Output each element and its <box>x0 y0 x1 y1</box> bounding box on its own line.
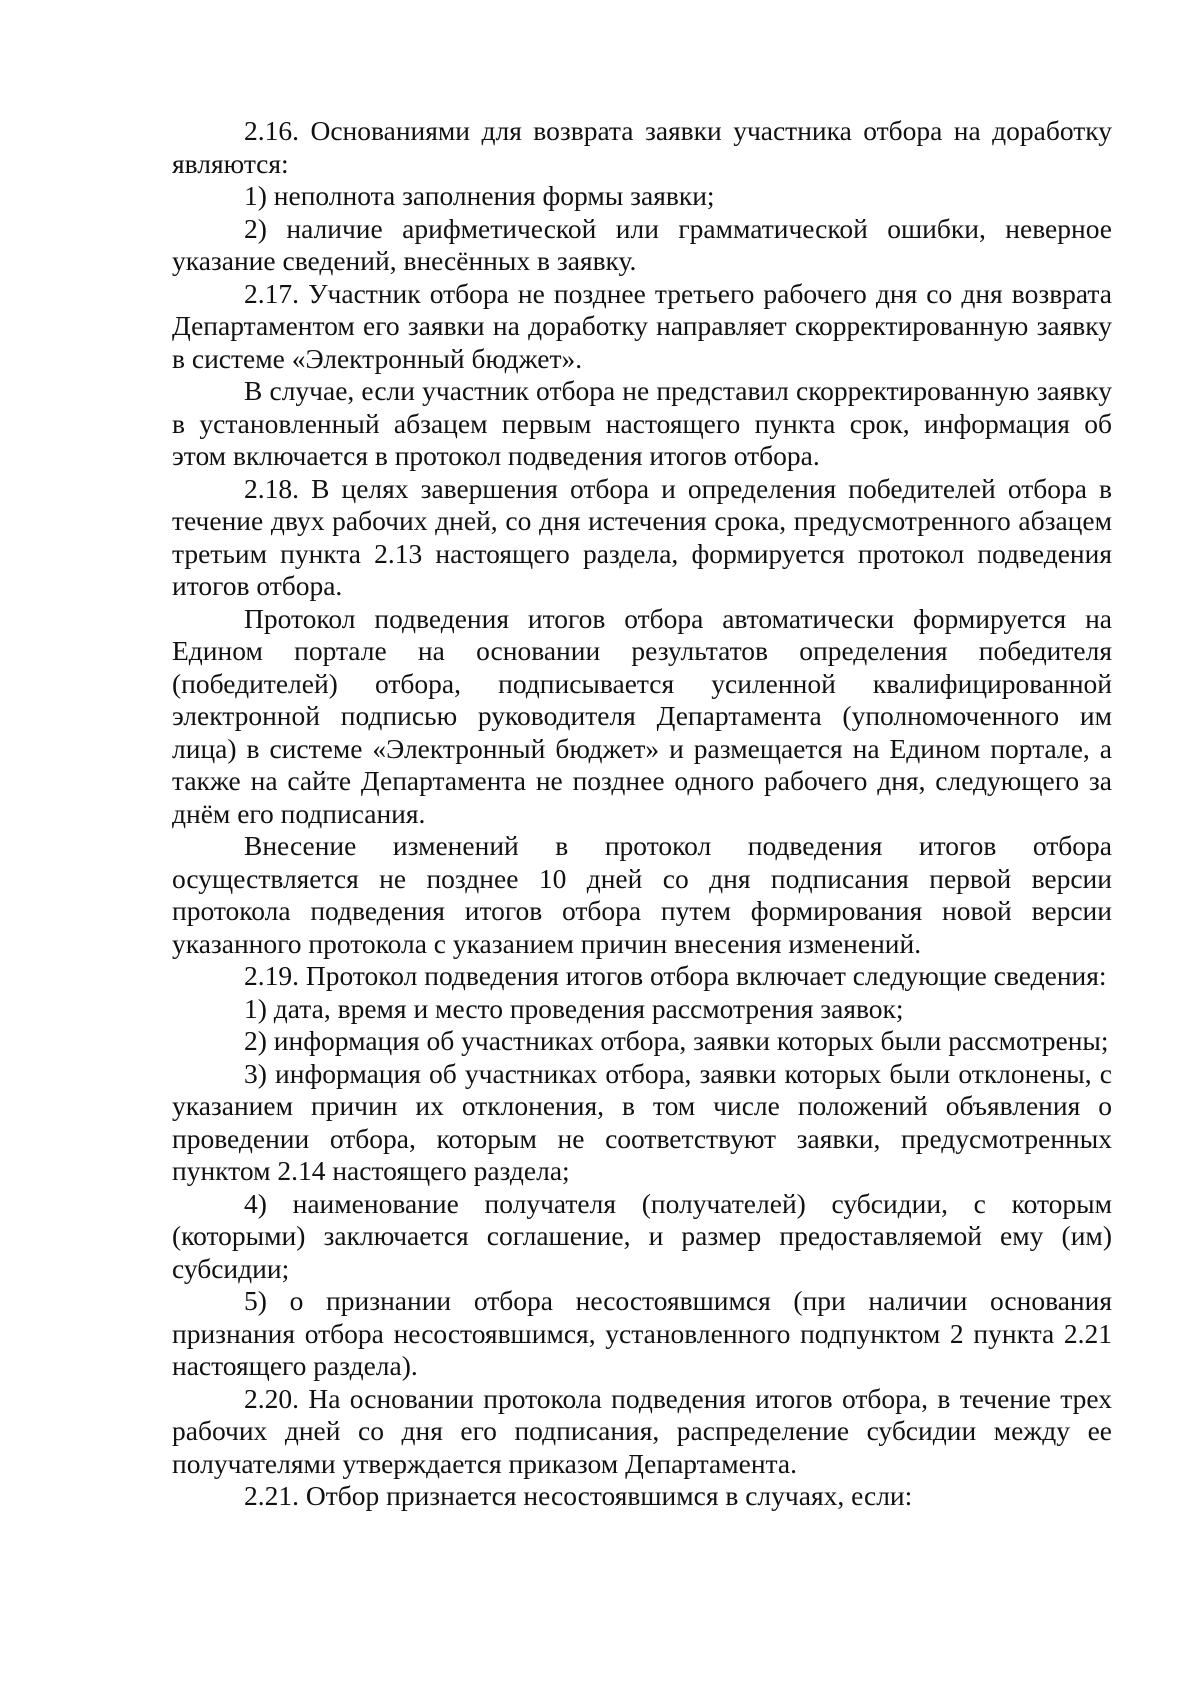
document-page <box>172 115 1112 1513</box>
paragraph-2-21: 2.21. Отбор признается несостоявшимся в случаях, если: <box>244 1480 913 1511</box>
paragraph-2-17: 2.17. Участник отбора не позднее третьего рабочего дня со дня возврата Департаментом его заявки на доработку направляет скорректированную заявку в системе «Электронный бюджет». <box>172 277 1112 374</box>
paragraph-2-17-case: В случае, если участник отбора не представил скорректированную заявку в установленный абзацем первым настоящего пункта срок, информация об этом включается в протокол подведения итогов отбора. <box>172 375 1112 471</box>
paragraph-2-20: 2.20. На основании протокола подведения итогов отбора, в течение трех рабочих дней со дня его подписания, распределение субсидии между ее получателями утверждается приказом Департамента. <box>172 1382 1112 1479</box>
paragraph-2-16: 2.16. Основаниями для возврата заявки участника отбора на доработку являются: <box>172 115 1112 179</box>
paragraph-2-19-item-1: 1) дата, время и место проведения рассмотрения заявок; <box>244 992 904 1024</box>
paragraph-2-16-item-1: 1) неполнота заполнения формы заявки; <box>244 180 715 211</box>
paragraph-2-18-protocol: Протокол подведения итогов отбора автоматически формируется на Едином портале на основании результатов определения победителя (победителей) отбора, подписывается усиленной квалифицированной электронной подписью руководителя Департамента (уполномоченного им лица) в системе «Электронный бюджет» и размещается на Едином портале, а также на сайте Департамента не позднее одного рабочего дня, следующего за днём его подписания. <box>172 602 1112 829</box>
paragraph-2-19-item-2: 2) информация об участниках отбора, заявки которых были рассмотрены; <box>244 1025 1109 1056</box>
paragraph-2-19-item-5: 5) о признании отбора несостоявшимся (при наличии основания признания отбора несостоявшимся, установленного подпунктом 2 пункта 2.21 настоящего раздела). <box>172 1285 1112 1381</box>
paragraph-2-19: 2.19. Протокол подведения итогов отбора включает следующие сведения: <box>244 960 1107 991</box>
paragraph-2-19-item-4: 4) наименование получателя (получателей) субсидии, с которым (которыми) заключается соглашение, и размер предоставляемой ему (им) субсидии; <box>172 1187 1112 1284</box>
paragraph-2-18-changes: Внесение изменений в протокол подведения итогов отбора осуществляется не позднее 10 дней со дня подписания первой версии протокола подведения итогов отбора путем формирования новой версии указанного протокола с указанием причин внесения изменений. <box>172 830 1112 959</box>
paragraph-2-18: 2.18. В целях завершения отбора и определения победителей отбора в течение двух рабочих дней, со дня истечения срока, предусмотренного абзацем третьим пункта 2.13 настоящего раздела, формируется протокол подведения итогов отбора. <box>172 472 1112 601</box>
paragraph-2-16-item-2: 2) наличие арифметической или грамматической ошибки, неверное указание сведений, внесённых в заявку. <box>172 212 1112 276</box>
paragraph-2-19-item-3: 3) информация об участниках отбора, заявки которых были отклонены, с указанием причин их отклонения, в том числе положений объявления о проведении отбора, которым не соответствуют заявки, предусмотренных пунктом 2.14 настоящего раздела; <box>172 1057 1112 1186</box>
